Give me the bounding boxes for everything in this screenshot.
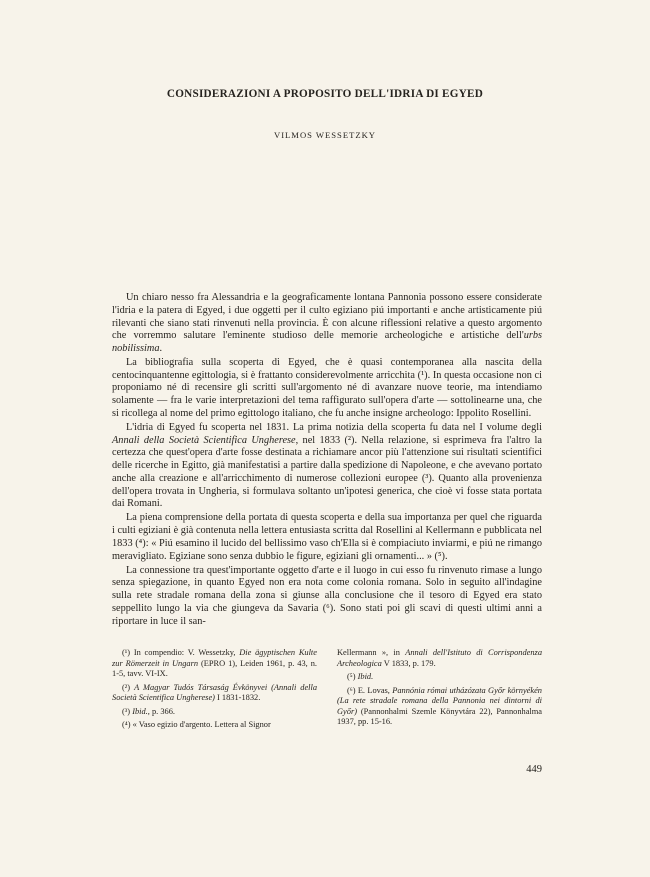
article-body [112,292,542,629]
footnotes-right-column [337,648,542,734]
footnote-4: (⁴) « Vaso egizio d'argento. Lettera al Signor [122,720,271,729]
paragraph: La connessione tra quest'importante oggetto d'arte e il luogo in cui esso fu rinvenuto rimase a lungo senza spiegazione, in quanto Egyed non era nota come colonia romana. Solo in seguito all'indagine sulla rete stradale romana della zona si giunse alla conclusione che il tesoro di Egyed era stato seppellito lungo la via che giungeva da Savaria (⁶). Sono stati poi gli scavi di questi ultimi anni a riportare in luce il san- [112,564,542,627]
paragraph: La piena comprensione della portata di questa scoperta e della sua importanza per quel che riguarda i culti egiziani è già contenuta nella lettera entusiasta scritta dal Rosellini al Kellermann e pubblicata nel 1833 (⁴): « Piú esamino il lucido del bellissimo vaso ch'Ella si è compiaciuto inviarmi, e piú ne rimango meravigliato. Egiziane sono senza dubbio le figure, egiziani gli ornamenti... » (⁵). [112,512,542,562]
footnote-2: (²) A Magyar Tudós Társaság Évkönyvei (Annali della Società Scientifica Ungherese) I 1831-1832. [112,682,318,702]
paragraph: Un chiaro nesso fra Alessandria e la geograficamente lontana Pannonia possono essere considerate l'idria e la patera di Egyed, i due oggetti per il culto egiziano piú importanti e anche artisticamente piú rilevanti che siano stati rinvenuti nella provincia. È con alcune riflessioni relative a questo argomento che vorremmo salutare l'eminente studioso delle memorie archeologiche e artistiche dell'urbs nobilissima. [112,292,542,354]
footnote-3: (³) Ibid., p. 366. [122,706,175,716]
page-number: 449 [526,764,542,775]
paragraph: L'idria di Egyed fu scoperta nel 1831. La prima notizia della scoperta fu data nel I volume degli Annali della Società Scientifica Ungherese, nel 1833 (²). Nella relazione, si esprimeva fra l'altro la certezza che quest'opera d'arte fosse destinata a richiamare ancor più l'attenzione sui risultati scientifici delle ricerche in Egitto, già manifestatisi a partire dalla spedizione di Napoleone, e che avevano portato anche alla creazione e all'arricchimento di numerose collezioni europee (³). Quanto alla provenienza dell'opera trovata in Ungheria, si formulava soltanto un'ipotesi generica, che cioè vi fosse stata portata dai Romani. [112,421,542,510]
footnote-5: (⁵) Ibid. [347,672,374,681]
footnote-4-continued: Kellermann », in Annali dell'Istituto di Corrispondenza Archeologica V 1833, p. 179. [337,648,543,668]
journal-title: Annali della Società Scientifica Ungherese [112,434,296,446]
paragraph: La bibliografia sulla scoperta di Egyed, che è quasi contemporanea alla nascita della centocinquantenne egittologia, si è frattanto considerevolmente arricchita (¹). In questa occasione non ci proponiamo né di recensire gli scritti sull'argomento né di avanzare nuove teorie, ma intendiamo solamente — fra le varie interpretazioni del tema raffigurato sull'opera d'arte — sottolinearne una, che si ricollega al nome del primo egittologo italiano, che fu anche insigne archeologo: Ippolito Rosellini. [112,356,542,419]
footnote-6: (⁶) E. Lovas, Pannónia római utházózata Győr környékén (La rete stradale romana della Pannonia nei dintorni di Győr) (Pannonhalmi Szemle Könyvtára 22), Pannonhalma 1937, pp. 15-16. [337,685,542,726]
author-name: VILMOS WESSETZKY [273,130,377,140]
footnotes [112,648,542,734]
footnotes-left-column [112,648,317,734]
footnote-1: (¹) In compendio: V. Wessetzky, Die ägyptischen Kulte zur Römerzeit in Ungarn (EPRO 1), Leiden 1961, p. 43, n. 1-5, tavv. VI-IX. [112,648,317,678]
italic-phrase: urbs nobilissima [112,330,542,354]
article-title: CONSIDERAZIONI A PROPOSITO DELL'IDRIA DI EGYED [166,88,484,100]
